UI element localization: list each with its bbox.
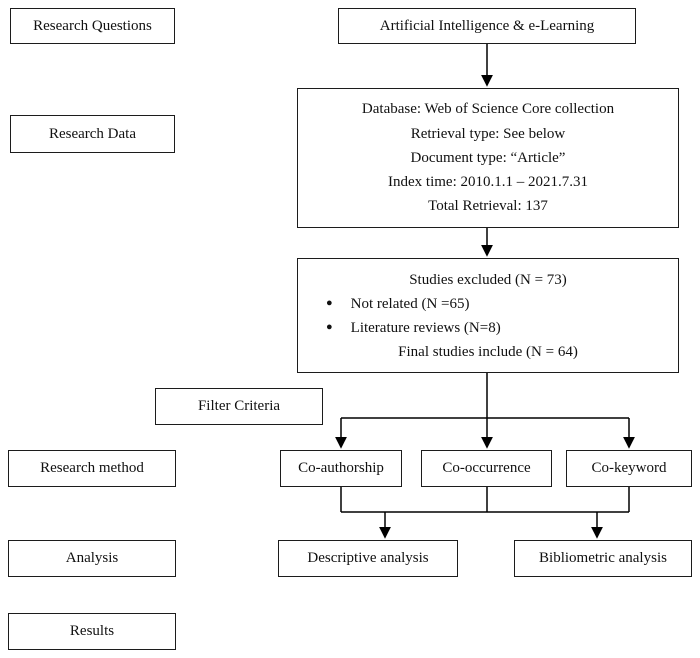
- studies-bullet-text: Literature reviews (N=8): [350, 319, 501, 336]
- database-line: Document type: “Article”: [410, 149, 566, 166]
- node-filter-criteria: Filter Criteria: [155, 388, 323, 425]
- studies-bullet-row: [302, 292, 674, 316]
- node-research-data: Research Data: [10, 115, 175, 153]
- node-bibliometric-analysis: Bibliometric analysis: [514, 540, 692, 577]
- database-line: Retrieval type: See below: [410, 125, 566, 142]
- bullet-icon: ●: [326, 296, 333, 309]
- studies-title: Studies excluded (N = 73): [409, 271, 567, 288]
- node-topic: Artificial Intelligence & e-Learning: [338, 8, 636, 44]
- database-line: Database: Web of Science Core collection: [361, 101, 615, 118]
- bullet-icon: ●: [326, 320, 333, 333]
- node-research-questions: Research Questions: [10, 8, 175, 44]
- node-results: Results: [8, 613, 176, 650]
- node-research-method: Research method: [8, 450, 176, 487]
- node-co-keyword: Co-keyword: [566, 450, 692, 487]
- studies-bullet-row: [302, 316, 674, 340]
- node-co-authorship: Co-authorship: [280, 450, 402, 487]
- database-line: Total Retrieval: 137: [428, 198, 548, 215]
- node-studies-excluded: [297, 258, 679, 373]
- node-analysis: Analysis: [8, 540, 176, 577]
- database-line: Index time: 2010.1.1 – 2021.7.31: [388, 174, 588, 191]
- studies-final-line: Final studies include (N = 64): [398, 343, 578, 360]
- node-descriptive-analysis: Descriptive analysis: [278, 540, 458, 577]
- studies-bullet-text: Not related (N =65): [350, 295, 470, 312]
- node-database-details: [297, 88, 679, 228]
- node-co-occurrence: Co-occurrence: [421, 450, 552, 487]
